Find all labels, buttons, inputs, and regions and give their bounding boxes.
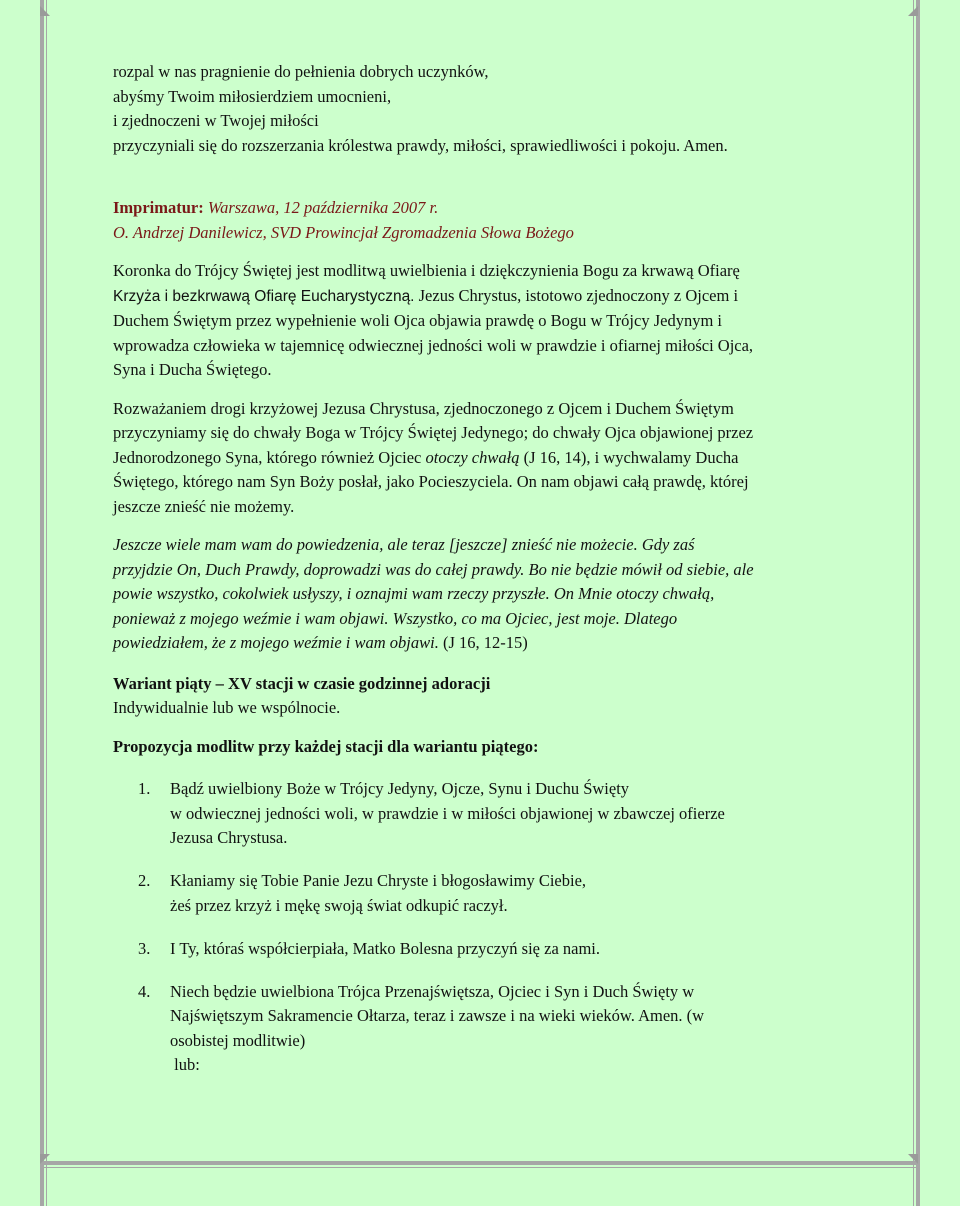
corner-ornament-top-left bbox=[38, 4, 52, 18]
document-body bbox=[113, 60, 853, 1096]
prayer-line: żeś przez krzyż i mękę swoją świat odkupić raczył. bbox=[170, 895, 508, 915]
corner-ornament-bottom-left bbox=[38, 1152, 52, 1166]
frame-bottom bbox=[40, 1161, 920, 1165]
imprimatur-line bbox=[113, 196, 853, 221]
scripture-quote bbox=[113, 533, 853, 656]
meditation-line: Świętego, którego nam Syn Boży posłał, jako Pocieszyciela. On nam objawi całą prawdę, której bbox=[113, 472, 749, 491]
prayer-number: 3. bbox=[138, 938, 151, 958]
opening-prayer-line: abyśmy Twoim miłosierdziem umocnieni, bbox=[113, 86, 392, 106]
intro-line-rest: Jezus Chrystus, istotowo zjednoczony z Ojcem i bbox=[414, 285, 739, 305]
meditation-text: (J 16, 14), i wychwalamy Ducha bbox=[519, 447, 739, 467]
prayer-line: osobistej modlitwie) bbox=[170, 1030, 306, 1050]
prayer-number: 4. bbox=[138, 981, 151, 1001]
intro-line: Duchem Świętym przez wypełnienie woli Ojca objawia prawdę o Bogu w Trójcy Jedynym i bbox=[113, 311, 723, 330]
prayer-item bbox=[113, 869, 853, 918]
variant-heading: Wariant piąty – XV stacji w czasie godzinnej adoracji bbox=[113, 673, 491, 693]
variant-block bbox=[113, 672, 853, 721]
prayer-line: Niech będzie uwielbiona Trójca Przenajświętsza, Ojciec i Syn i Duch Święty w bbox=[170, 981, 695, 1001]
opening-prayer bbox=[113, 60, 853, 158]
corner-ornament-bottom-right bbox=[906, 1152, 920, 1166]
imprimatur-block bbox=[113, 196, 853, 245]
corner-ornament-top-right bbox=[906, 4, 920, 18]
prayer-line: w odwiecznej jedności woli, w prawdzie i w miłości objawionej w zbawczej ofierze bbox=[170, 803, 725, 823]
imprimatur-signature: O. Andrzej Danilewicz, SVD Prowincjał Zgromadzenia Słowa Bożego bbox=[113, 222, 574, 242]
intro-line bbox=[113, 284, 853, 310]
quote-line: Jeszcze wiele mam wam do powiedzenia, ale teraz [jeszcze] znieść nie możecie. Gdy zaś bbox=[113, 535, 695, 554]
meditation-paragraph bbox=[113, 397, 853, 520]
meditation-text: Jednorodzonego Syna, którego również Ojciec bbox=[113, 447, 426, 467]
prayer-number: 2. bbox=[138, 871, 151, 890]
meditation-line: przyczyniamy się do chwały Boga w Trójcy Świętej Jedynego; do chwały Ojca objawionej przez bbox=[113, 423, 754, 442]
frame-right bbox=[916, 0, 920, 1206]
variant-subtitle: Indywidualnie lub we wspólnocie. bbox=[113, 698, 341, 717]
prayer-line: I Ty, któraś współcierpiała, Matko Bolesna przyczyń się za nami. bbox=[170, 938, 601, 958]
quote-reference: (J 16, 12-15) bbox=[438, 633, 528, 652]
prayer-line: Bądź uwielbiony Boże w Trójcy Jedyny, Ojcze, Synu i Duchu Święty bbox=[170, 779, 630, 798]
intro-line-sans: Krzyża i bezkrwawą Ofiarę Eucharystyczną. bbox=[113, 287, 415, 305]
quote-line: powie wszystko, cokolwiek usłyszy, i oznajmi wam rzeczy przyszłe. On Mnie otoczy chwałą, bbox=[113, 584, 715, 603]
frame-left bbox=[40, 0, 44, 1206]
quote-line: przyjdzie On, Duch Prawdy, doprowadzi was do całej prawdy. Bo nie będzie mówił od siebie, ale bbox=[113, 559, 754, 579]
intro-line: wprowadza człowieka w tajemnicę odwiecznej jedności woli w prawdzie i ofiarnej miłości Ojca, bbox=[113, 335, 754, 355]
frame-bottom-inner bbox=[40, 1167, 920, 1168]
intro-line: Syna i Ducha Świętego. bbox=[113, 360, 272, 379]
quote-line bbox=[113, 631, 853, 656]
prayer-item bbox=[113, 777, 853, 851]
prayer-number: 1. bbox=[138, 779, 151, 798]
prayer-line: Kłaniamy się Tobie Panie Jezu Chryste i błogosławimy Ciebie, bbox=[170, 871, 587, 890]
prayer-line: lub: bbox=[170, 1055, 200, 1074]
frame-right-inner bbox=[913, 0, 914, 1206]
prayer-line: Najświętszym Sakramencie Ołtarza, teraz i zawsze i na wieki wieków. Amen. (w bbox=[170, 1006, 705, 1025]
proposal-heading: Propozycja modlitw przy każdej stacji dla wariantu piątego: bbox=[113, 736, 539, 756]
prayer-item bbox=[113, 937, 853, 962]
meditation-line: jeszcze znieść nie możemy. bbox=[113, 496, 295, 516]
meditation-line bbox=[113, 446, 853, 471]
quote-line: ponieważ z mojego weźmie i wam objawi. Wszystko, co ma Ojciec, jest moje. Dlatego bbox=[113, 608, 678, 628]
frame-left-inner bbox=[46, 0, 47, 1206]
opening-prayer-line: i zjednoczeni w Twojej miłości bbox=[113, 111, 319, 130]
quote-italic: powiedziałem, że z mojego weźmie i wam objawi. bbox=[113, 633, 439, 652]
imprimatur-label: Imprimatur: bbox=[113, 198, 204, 217]
intro-line: Koronka do Trójcy Świętej jest modlitwą uwielbienia i dziękczynienia Bogu za krwawą Ofiarę bbox=[113, 261, 740, 280]
prayer-item bbox=[113, 980, 853, 1078]
prayer-line: Jezusa Chrystusa. bbox=[170, 828, 288, 847]
meditation-italic: otoczy chwałą bbox=[425, 447, 520, 467]
intro-paragraph bbox=[113, 259, 853, 383]
prayer-list bbox=[113, 777, 853, 1078]
opening-prayer-line: przyczyniali się do rozszerzania królestwa prawdy, miłości, sprawiedliwości i pokoju. Amen. bbox=[113, 135, 728, 155]
imprimatur-place-date: Warszawa, 12 października 2007 r. bbox=[207, 198, 439, 217]
meditation-line: Rozważaniem drogi krzyżowej Jezusa Chrystusa, zjednoczonego z Ojcem i Duchem Świętym bbox=[113, 398, 734, 418]
opening-prayer-line: rozpal w nas pragnienie do pełnienia dobrych uczynków, bbox=[113, 62, 489, 81]
